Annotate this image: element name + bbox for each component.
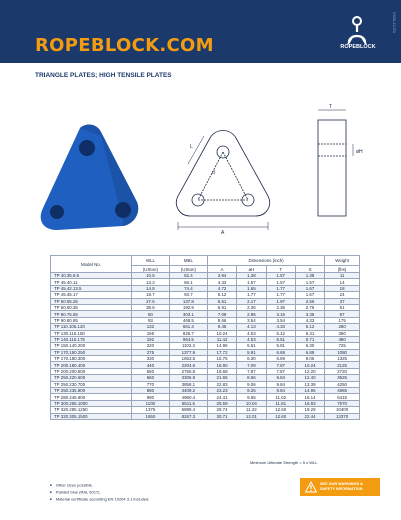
value-cell: 14.96 <box>295 388 324 394</box>
dim-label-t: T <box>329 104 333 110</box>
value-cell: 2.56 <box>295 298 324 304</box>
value-cell: 10.24 <box>295 362 324 368</box>
value-cell: 7.09 <box>207 311 236 317</box>
value-cell: 4960.4 <box>169 394 207 400</box>
value-cell: 1.77 <box>266 292 295 298</box>
value-cell: 11.02 <box>266 394 295 400</box>
value-cell: 192 <box>131 336 169 342</box>
value-cell: 5.12 <box>266 330 295 336</box>
value-cell: 468.5 <box>169 317 207 323</box>
model-cell: TP 45.42.13.5 <box>51 285 132 291</box>
value-cell: 9.84 <box>266 388 295 394</box>
value-cell: 1650 <box>131 413 169 419</box>
model-cell: TP 140.115.175 <box>51 336 132 342</box>
value-cell: 4.33 <box>207 279 236 285</box>
value-cell: 132 <box>131 324 169 330</box>
value-cell: 1.57 <box>237 279 266 285</box>
model-cell: TP 45.45.17 <box>51 292 132 298</box>
specification-table <box>50 255 360 420</box>
value-cell: 3.94 <box>207 273 236 279</box>
value-cell: 1102.3 <box>169 343 207 349</box>
value-cell: 1.38 <box>295 273 324 279</box>
value-cell: 1.67 <box>295 292 324 298</box>
value-cell: 2720 <box>325 368 360 374</box>
dim-label-d: d <box>212 170 215 176</box>
value-cell: 7.09 <box>237 362 266 368</box>
value-cell: 1.65 <box>237 285 266 291</box>
value-cell: 14 <box>325 279 360 285</box>
value-cell: 165 <box>131 330 169 336</box>
value-cell: 6.69 <box>266 349 295 355</box>
value-cell: 6.69 <box>266 356 295 362</box>
value-cell: 175 <box>325 317 360 323</box>
value-cell: 6.30 <box>237 356 266 362</box>
value-cell: 14.8 <box>131 285 169 291</box>
value-cell: 5.12 <box>207 292 236 298</box>
value-cell: 30.71 <box>207 413 236 419</box>
value-cell: 5.91 <box>237 349 266 355</box>
value-cell: 5.31 <box>295 330 324 336</box>
value-cell: 192.9 <box>169 304 207 310</box>
value-cell: 220 <box>131 343 169 349</box>
warning-text <box>320 482 363 492</box>
header-dimensions: Dimensions (inch) <box>207 256 324 266</box>
value-cell: 5.71 <box>295 336 324 342</box>
value-cell: 11.22 <box>237 407 266 413</box>
value-cell: 38.6 <box>131 304 169 310</box>
page-title: TRIANGLE PLATES; HIGH TENSILE PLATES <box>35 72 172 79</box>
value-cell: 2.76 <box>295 304 324 310</box>
note-item: ■ Material certificate according EN 10204 3.1 included. <box>50 496 149 503</box>
value-cell: 5.51 <box>207 298 236 304</box>
value-cell: 66.1 <box>169 279 207 285</box>
document-code: 0300-12-R1 <box>392 12 397 34</box>
header-mbl-unit: (USton) <box>169 266 207 273</box>
value-cell: 52.4 <box>169 273 207 279</box>
value-cell: 7.87 <box>266 362 295 368</box>
table-row <box>51 413 360 419</box>
value-cell: 93 <box>131 317 169 323</box>
value-cell: 7570 <box>325 400 360 406</box>
header-mbl: MBL <box>169 256 207 266</box>
value-cell: 11.42 <box>207 336 236 342</box>
value-cell: 74.4 <box>169 285 207 291</box>
value-cell: 11 <box>325 273 360 279</box>
model-cell: TP 150.140.200 <box>51 343 132 349</box>
value-cell: 1.57 <box>266 273 295 279</box>
header-t: T <box>266 266 295 273</box>
value-cell: 22.83 <box>207 381 236 387</box>
model-cell: TP 320.305.1500 <box>51 413 132 419</box>
value-cell: 9.65 <box>237 394 266 400</box>
dim-label-l: L <box>190 144 193 150</box>
value-cell: 3858.1 <box>169 381 207 387</box>
value-cell: 770 <box>131 381 169 387</box>
value-cell: 5.12 <box>295 324 324 330</box>
value-cell: 661.4 <box>169 324 207 330</box>
value-cell: 9.06 <box>295 356 324 362</box>
note-item: ■ Painted blue (RAL 5017). <box>50 489 149 496</box>
value-cell: 1653.5 <box>169 356 207 362</box>
value-cell: 9.06 <box>237 381 266 387</box>
value-cell: 5.51 <box>266 336 295 342</box>
value-cell: 16.93 <box>295 400 324 406</box>
value-cell: 1377.9 <box>169 349 207 355</box>
model-cell: TP 170.180.300 <box>51 356 132 362</box>
value-cell: 19.69 <box>207 368 236 374</box>
value-cell: 1.38 <box>237 273 266 279</box>
value-cell: 480 <box>325 336 360 342</box>
value-cell: 37 <box>325 298 360 304</box>
value-cell: 360 <box>325 330 360 336</box>
header-a: A <box>207 266 236 273</box>
value-cell: 1.57 <box>266 279 295 285</box>
value-cell: 440 <box>131 362 169 368</box>
value-cell: 2.17 <box>237 298 266 304</box>
header-model: Model No. <box>51 256 132 273</box>
value-cell: 6889.4 <box>169 407 207 413</box>
value-cell: 60 <box>131 311 169 317</box>
value-cell: 3.54 <box>237 317 266 323</box>
header-s: S <box>295 266 324 273</box>
model-cell: TP 170.150.250 <box>51 349 132 355</box>
header-wll: WLL <box>131 256 169 266</box>
value-cell: 1.57 <box>295 279 324 285</box>
value-cell: 10400 <box>325 407 360 413</box>
value-cell: 4.33 <box>295 317 324 323</box>
value-cell: 1375 <box>131 407 169 413</box>
value-cell: 1325 <box>325 356 360 362</box>
value-cell: 24 <box>325 292 360 298</box>
value-cell: 1.77 <box>266 285 295 291</box>
model-cell: TP 80.75.55 <box>51 311 132 317</box>
value-cell: 880 <box>131 388 169 394</box>
value-cell: 5511.6 <box>169 400 207 406</box>
value-cell: 18 <box>325 285 360 291</box>
value-cell: 28.74 <box>207 407 236 413</box>
note-item: ■ Other sizes possible. <box>50 482 149 489</box>
value-cell: 12.40 <box>295 375 324 381</box>
min-strength-note: Minimum Ultimate Strength = 5 x WLL <box>250 460 318 465</box>
value-cell: 25.59 <box>207 400 236 406</box>
value-cell: 12.01 <box>237 413 266 419</box>
brand-name: ROPEBLOCK.COM <box>35 35 214 56</box>
value-cell: 10.5 <box>131 273 169 279</box>
value-cell: 2.36 <box>237 304 266 310</box>
value-cell: 51 <box>325 304 360 310</box>
value-cell: 10.04 <box>237 400 266 406</box>
value-cell: 21.65 <box>207 375 236 381</box>
value-cell: 2204.6 <box>169 362 207 368</box>
value-cell: 18.90 <box>207 362 236 368</box>
value-cell: 280 <box>325 324 360 330</box>
value-cell: 4.13 <box>237 324 266 330</box>
value-cell: 9.84 <box>266 375 295 381</box>
value-cell: 3.35 <box>295 311 324 317</box>
value-cell: 8.66 <box>237 375 266 381</box>
safety-warning-banner[interactable] <box>300 478 380 496</box>
value-cell: 4.33 <box>266 324 295 330</box>
header-dh: øH <box>237 266 266 273</box>
value-cell: 3525 <box>325 375 360 381</box>
value-cell: 11.81 <box>266 400 295 406</box>
side-view <box>318 110 353 216</box>
header-wll-unit: (USton) <box>131 266 169 273</box>
value-cell: 93.7 <box>169 292 207 298</box>
model-cell: TP 300.255.1000 <box>51 400 132 406</box>
value-cell: 330 <box>131 356 169 362</box>
value-cell: 275 <box>131 349 169 355</box>
value-cell: 6415 <box>325 394 360 400</box>
page-header <box>0 0 401 63</box>
value-cell: 2.95 <box>237 311 266 317</box>
model-cell: TP 250.235.800 <box>51 388 132 394</box>
notes-list <box>50 482 149 502</box>
model-cell: TP 250.220.600 <box>51 375 132 381</box>
value-cell: 1080 <box>325 349 360 355</box>
value-cell: 12.60 <box>266 407 295 413</box>
value-cell: 5.91 <box>207 304 236 310</box>
model-cell: TP 90.90.85 <box>51 317 132 323</box>
value-cell: 4.53 <box>237 336 266 342</box>
warning-icon <box>305 481 317 493</box>
model-cell: TP 250.230.700 <box>51 381 132 387</box>
value-cell: 8.66 <box>207 317 236 323</box>
value-cell: 826.7 <box>169 330 207 336</box>
value-cell: 9.25 <box>237 388 266 394</box>
value-cell: 17.72 <box>207 349 236 355</box>
value-cell: 4965 <box>325 388 360 394</box>
value-cell: 137.8 <box>169 298 207 304</box>
dim-label-a: A <box>221 230 225 236</box>
value-cell: 14.96 <box>207 343 236 349</box>
value-cell: 12.20 <box>295 368 324 374</box>
value-cell: 2.36 <box>266 304 295 310</box>
warning-line-2: SAFETY INFORMATION <box>320 487 363 491</box>
triangle-plate-image <box>35 120 145 240</box>
value-cell: 725 <box>325 343 360 349</box>
value-cell: 3306.9 <box>169 375 207 381</box>
value-cell: 12.60 <box>266 413 295 419</box>
value-cell: 9.84 <box>266 381 295 387</box>
value-cell: 10.24 <box>207 330 236 336</box>
value-cell: 5.51 <box>237 343 266 349</box>
value-cell: 1.97 <box>266 298 295 304</box>
value-cell: 6.30 <box>295 343 324 349</box>
model-cell: TP 50.55.25 <box>51 298 132 304</box>
technical-drawing <box>168 100 378 240</box>
value-cell: 7.87 <box>266 368 295 374</box>
value-cell: 3.15 <box>266 311 295 317</box>
value-cell: 4250 <box>325 381 360 387</box>
value-cell: 5.91 <box>266 343 295 349</box>
value-cell: 97 <box>325 311 360 317</box>
value-cell: 19.29 <box>295 407 324 413</box>
model-cell: TP 110.105.120 <box>51 324 132 330</box>
model-cell: TP 280.245.900 <box>51 394 132 400</box>
value-cell: 13370 <box>325 413 360 419</box>
value-cell: 990 <box>131 394 169 400</box>
value-cell: 6.89 <box>295 349 324 355</box>
dim-label-dh: øH <box>356 149 363 155</box>
header-weight: Weight <box>325 256 360 266</box>
value-cell: 15.75 <box>207 356 236 362</box>
value-cell: 23.23 <box>207 388 236 394</box>
value-cell: 8267.3 <box>169 413 207 419</box>
value-cell: 18.7 <box>131 292 169 298</box>
model-cell: TP 320.285.1250 <box>51 407 132 413</box>
value-cell: 27.6 <box>131 298 169 304</box>
value-cell: 2125 <box>325 362 360 368</box>
value-cell: 16.14 <box>295 394 324 400</box>
value-cell: 550 <box>131 368 169 374</box>
value-cell: 964.5 <box>169 336 207 342</box>
value-cell: 4.72 <box>207 285 236 291</box>
model-cell: TP 45.40.11 <box>51 279 132 285</box>
value-cell: 13.39 <box>295 381 324 387</box>
value-cell: 1100 <box>131 400 169 406</box>
value-cell: 1.67 <box>295 285 324 291</box>
value-cell: 303.1 <box>169 311 207 317</box>
value-cell: 9.45 <box>207 324 236 330</box>
model-cell: TP 40.35.9.5 <box>51 273 132 279</box>
value-cell: 24.41 <box>207 394 236 400</box>
model-cell: TP 200.180.400 <box>51 362 132 368</box>
value-cell: 660 <box>131 375 169 381</box>
warning-line-1: SEE OUR WARNINGS & <box>320 482 363 486</box>
value-cell: 1.77 <box>237 292 266 298</box>
header-weight-unit: (lbs) <box>325 266 360 273</box>
value-cell: 13.2 <box>131 279 169 285</box>
value-cell: 2755.8 <box>169 368 207 374</box>
value-cell: 4409.2 <box>169 388 207 394</box>
value-cell: 22.44 <box>295 413 324 419</box>
table-body <box>51 273 360 420</box>
model-cell: TP 130.115.150 <box>51 330 132 336</box>
value-cell: 3.54 <box>266 317 295 323</box>
logo-wordmark: ROPEBLOCK <box>340 44 376 50</box>
model-cell: TP 200.200.500 <box>51 368 132 374</box>
model-cell: TP 60.60.35 <box>51 304 132 310</box>
value-cell: 7.87 <box>237 368 266 374</box>
value-cell: 4.53 <box>237 330 266 336</box>
